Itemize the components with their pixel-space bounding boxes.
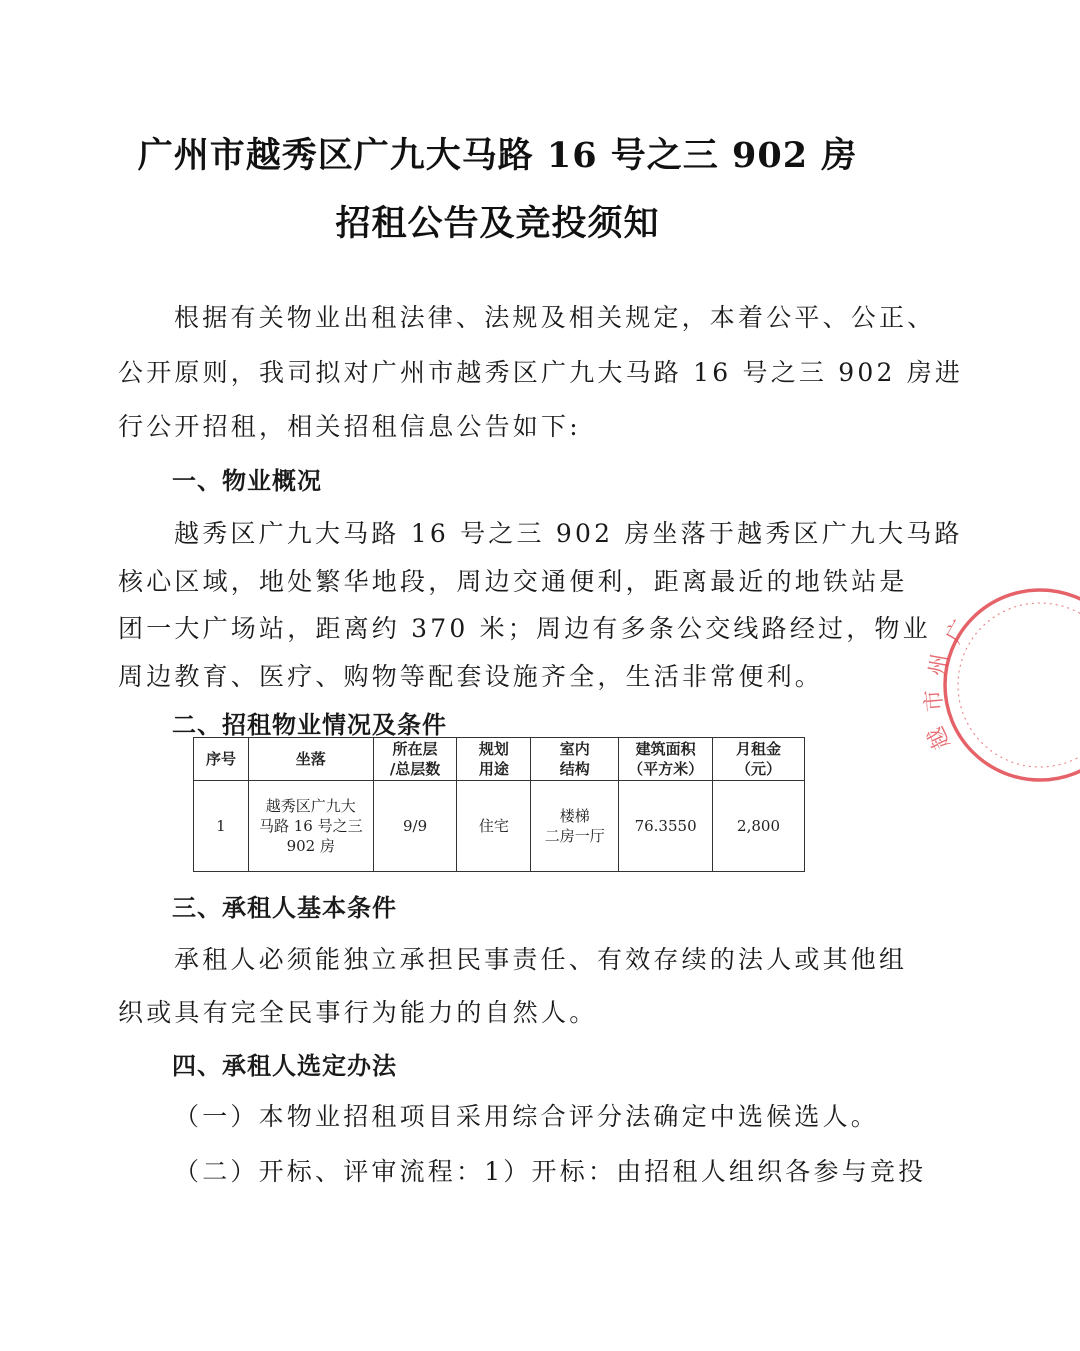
- header-structure: 室内 结构: [531, 738, 619, 781]
- svg-text:越: 越: [923, 722, 956, 754]
- header-area: 建筑面积 （平方米）: [619, 738, 713, 781]
- section4-line-1: （一）本物业招租项目采用综合评分法确定中选候选人。: [174, 1102, 880, 1131]
- header-use: 规划 用途: [457, 738, 531, 781]
- section1-line-3: 团一大广场站，距离约 370 米；周边有多条公交线路经过，物业: [118, 614, 931, 643]
- section4-line-2: （二）开标、评审流程：1）开标：由招租人组织各参与竞投: [174, 1157, 927, 1186]
- cell-use: 住宅: [457, 781, 531, 872]
- section3-heading: 三、承租人基本条件: [172, 894, 397, 922]
- company-seal-stamp: [921, 585, 1080, 785]
- table-header-row: [194, 738, 805, 781]
- intro-line-2: 公开原则，我司拟对广州市越秀区广九大马路 16 号之三 902 房进: [118, 358, 964, 387]
- section1-heading: 一、物业概况: [172, 467, 322, 495]
- cell-no: 1: [194, 781, 249, 872]
- intro-line-1: 根据有关物业出租法律、法规及相关规定，本着公平、公正、: [174, 303, 936, 332]
- cell-structure: 楼梯 二房一厅: [531, 781, 619, 872]
- header-rent: 月租金 （元）: [713, 738, 805, 781]
- intro-line-3: 行公开招租，相关招租信息公告如下:: [118, 412, 581, 441]
- svg-text:广: 广: [941, 616, 975, 648]
- property-table: [193, 737, 805, 872]
- document-title-line2: 招租公告及竞投须知: [335, 203, 660, 244]
- svg-text:州: 州: [925, 652, 954, 679]
- cell-location: 越秀区广九大 马路 16 号之三 902 房: [248, 781, 373, 872]
- section1-line-4: 周边教育、医疗、购物等配套设施齐全，生活非常便利。: [118, 662, 824, 691]
- section4-heading: 四、承租人选定办法: [172, 1052, 397, 1080]
- section3-line-2: 织或具有完全民事行为能力的自然人。: [118, 998, 598, 1027]
- section1-line-1: 越秀区广九大马路 16 号之三 902 房坐落于越秀区广九大马路: [174, 519, 963, 548]
- header-no: 序号: [194, 738, 249, 781]
- section2-heading: 二、招租物业情况及条件: [172, 711, 447, 739]
- document-title-line1: 广州市越秀区广九大马路 16 号之三 902 房: [137, 135, 858, 176]
- cell-floor: 9/9: [373, 781, 457, 872]
- cell-area: 76.3550: [619, 781, 713, 872]
- table-row: [194, 781, 805, 872]
- header-floor: 所在层 /总层数: [373, 738, 457, 781]
- svg-text:市: 市: [921, 688, 948, 713]
- cell-rent: 2,800: [713, 781, 805, 872]
- section3-line-1: 承租人必须能独立承担民事责任、有效存续的法人或其他组: [174, 945, 908, 974]
- section1-line-2: 核心区域，地处繁华地段，周边交通便利，距离最近的地铁站是: [118, 567, 908, 596]
- header-location: 坐落: [248, 738, 373, 781]
